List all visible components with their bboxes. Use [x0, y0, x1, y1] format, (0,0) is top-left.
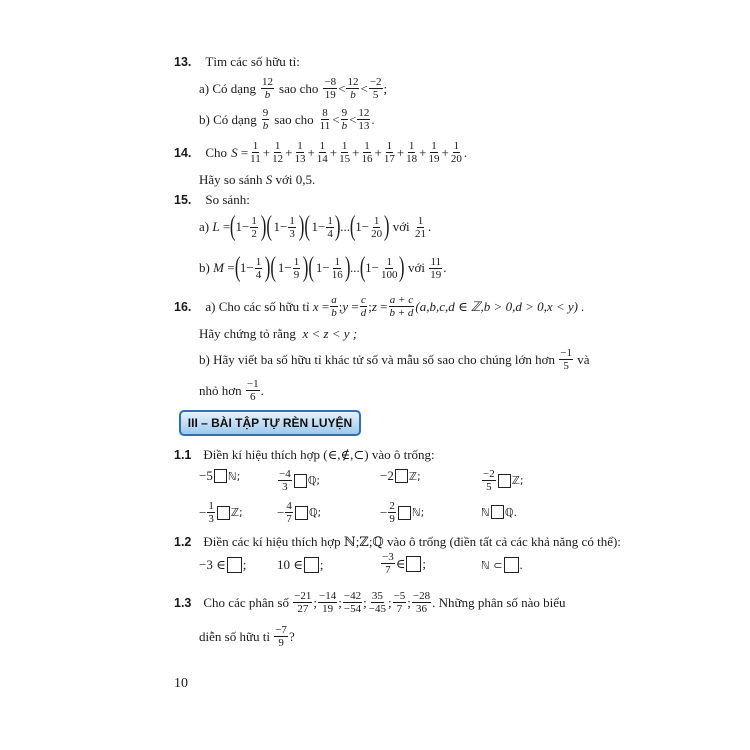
fraction: $\frac{-2}{5}$	[369, 76, 382, 101]
q14-line2-text: Hãy so sánh	[199, 172, 263, 187]
fraction: $\frac{12}{b}$	[347, 76, 359, 101]
e11-item-3: −2 ℤ;	[380, 468, 421, 483]
fraction: $\frac{1}{15}$	[339, 140, 351, 165]
q15-a-label: a)	[199, 219, 210, 234]
q16-line4: nhỏ hơn $\frac{-1}{6}$ .	[199, 378, 264, 403]
e12-item-1: −3 ∈ ;	[199, 557, 247, 572]
fraction: $\frac{1}{11}$	[250, 140, 261, 165]
answer-box[interactable]	[491, 505, 504, 519]
q13-a-label: a) Có dạng	[199, 80, 257, 96]
answer-box[interactable]	[398, 506, 411, 520]
answer-box[interactable]	[504, 557, 519, 573]
q16-a-text: a) Cho các số hữu tỉ	[205, 298, 310, 314]
q15-a: a) L = ( 1− $\frac{1}{2}$ )( 1− $\frac{1}{3}$ )( 1− $\frac{1}{4}$ ) ... ( 1− $\frac{1}{20}$ ) với $\frac{1}{21}$ .	[199, 211, 432, 242]
q13-b: b) Có dạng $\frac{9}{b}$ sao cho $\frac{8}{11}$ < $\frac{9}{b}$ < $\frac{12}{13}$ .	[199, 107, 375, 132]
answer-box[interactable]	[295, 506, 308, 520]
fraction: $\frac{12}{13}$	[358, 107, 370, 132]
q14-cho: Cho	[205, 144, 228, 160]
q13-number: 13.	[174, 55, 192, 69]
q13-a-mid: sao cho	[279, 80, 319, 96]
q16-number: 16.	[174, 299, 192, 314]
e13-tail: . Những phân số nào biểu	[432, 594, 566, 610]
q14-line2	[199, 172, 315, 188]
e12-number: 1.2	[174, 535, 192, 549]
answer-box[interactable]	[304, 557, 319, 573]
e11-item-4: $\frac{-2}{5}$ ℤ;	[483, 468, 524, 493]
fraction: $\frac{1}{20}$	[450, 140, 462, 165]
fraction: $\frac{9}{b}$	[341, 107, 348, 132]
q16-b-text: b) Hãy viết ba số hữu tỉ khác tử số và mẫu số sao cho chúng lớn hơn	[199, 351, 556, 367]
fraction: $\frac{1}{18}$	[406, 140, 418, 165]
answer-box[interactable]	[217, 506, 230, 520]
q13-b-label: b) Có dạng	[199, 111, 257, 127]
q15-number: 15.	[174, 193, 192, 207]
answer-box[interactable]	[214, 469, 227, 483]
q14-number: 14.	[174, 145, 192, 160]
q16-line2	[199, 326, 357, 342]
e12-text: Điền các kí hiệu thích hợp ℕ;ℤ;ℚ vào ô trống (điền tất cả các khả năng có thể):	[203, 534, 621, 549]
e13-line2: diễn số hữu tỉ $\frac{-7}{9}$ ?	[199, 624, 295, 649]
q15-b-voi: với	[408, 260, 426, 275]
e11-item-7: − $\frac{2}{9}$ ℕ;	[380, 500, 425, 525]
q15-a-voi: với	[392, 219, 410, 234]
answer-box[interactable]	[498, 474, 511, 488]
q14-s2: S	[265, 172, 273, 187]
q13-a: a) Có dạng $\frac{12}{b}$ sao cho $\frac{-8}{19}$ < $\frac{12}{b}$ < $\frac{-2}{5}$ ;	[199, 76, 388, 101]
e11-item-8: ℕ ℚ.	[481, 505, 517, 519]
e11-text: Điền kí hiệu thích hợp (∈,∉,⊂) vào ô trống:	[203, 447, 435, 462]
fraction: $\frac{1}{17}$	[383, 140, 395, 165]
section-header	[179, 410, 361, 436]
e12-item-3: $\frac{-3}{7}$ ∈ ;	[382, 551, 426, 576]
answer-box[interactable]	[406, 556, 421, 572]
fraction: $\frac{1}{14}$	[316, 140, 328, 165]
fraction: $\frac{12}{b}$	[262, 76, 274, 101]
q15-stem	[174, 192, 250, 208]
e13-line2-text: diễn số hữu tỉ	[199, 628, 270, 644]
q16-a-cond: (a,b,c,d ∈ ℤ,b > 0,d > 0,x < y) .	[415, 298, 585, 314]
q14-sum: 14. Cho S = $\frac{1}{11}$ + $\frac{1}{12}$ + $\frac{1}{13}$ + $\frac{1}{14}$ + $\frac{1}{15}$ + $\frac{1}{16}$ + $\frac{1}{17}$ + $\frac{1}{18}$ + $\frac{1}{19}$ + $\frac{1}{20}$ .	[174, 140, 468, 165]
fraction: $\frac{1}{13}$	[294, 140, 306, 165]
fraction: $\frac{1}{16}$	[361, 140, 373, 165]
e12-item-4: ℕ ⊂ .	[481, 557, 523, 572]
e12-stem	[174, 534, 621, 550]
e11-item-1: −5 ℕ;	[199, 468, 241, 483]
q16-line2-text: Hãy chứng tỏ rằng	[199, 326, 296, 341]
q13-text: Tìm các số hữu tỉ:	[205, 54, 300, 69]
e11-item-5: − $\frac{1}{3}$ ℤ;	[199, 500, 243, 525]
q16-line4-text: nhỏ hơn	[199, 382, 242, 398]
q16-line2-math: x < z < y ;	[302, 326, 358, 341]
q13-stem	[174, 54, 300, 70]
q15-b-label: b)	[199, 260, 210, 275]
q15-b: b) M = ( 1− $\frac{1}{4}$ )( 1− $\frac{1}{9}$ )( 1− $\frac{1}{16}$ ) ... ( 1− $\frac{1}{100}$ ) với $\frac{11}{19}$ .	[199, 252, 447, 283]
q14-s: S	[231, 144, 238, 160]
answer-box[interactable]	[227, 557, 242, 573]
q16-a: 16. a) Cho các số hữu tỉ x = $\frac{a}{b}$ ; y = $\frac{c}{d}$ ; z = $\frac{a + c}{b + d}$ (a,b,c,d ∈ ℤ,b > 0,d > 0,x < y) .	[174, 294, 585, 319]
e11-item-2: $\frac{-4}{3}$ ℚ;	[279, 468, 321, 493]
page-number: 10	[174, 676, 188, 691]
e13-stem: 1.3 Cho các phân số $\frac{-21}{27}$ ; $\frac{-14}{19}$ ; $\frac{-42}{-54}$ ; $\frac{35}{-45}$ ; $\frac{-5}{7}$ ; $\frac{-28}{36}$ . Những phân số nào biểu	[174, 590, 566, 615]
fraction: $\frac{1}{12}$	[272, 140, 284, 165]
e11-number: 1.1	[174, 448, 192, 462]
e12-item-2: 10 ∈ ;	[277, 557, 324, 572]
section-title: III – BÀI TẬP TỰ RÈN LUYỆN	[187, 416, 353, 430]
e13-number: 1.3	[174, 595, 192, 610]
e13-text: Cho các phân số	[203, 594, 289, 610]
q14-line2-end: với 0,5.	[275, 172, 316, 187]
fraction: $\frac{1}{19}$	[428, 140, 440, 165]
q13-b-mid: sao cho	[274, 111, 314, 127]
answer-box[interactable]	[395, 469, 408, 483]
e11-item-6: − $\frac{4}{7}$ ℚ;	[277, 500, 322, 525]
e11-stem	[174, 447, 435, 463]
q16-b-end: và	[577, 351, 590, 367]
fraction: $\frac{9}{b}$	[262, 107, 269, 132]
fraction: $\frac{-8}{19}$	[324, 76, 337, 101]
fraction: $\frac{8}{11}$	[319, 107, 331, 132]
q15-text: So sánh:	[205, 192, 250, 207]
q16-b: b) Hãy viết ba số hữu tỉ khác tử số và mẫu số sao cho chúng lớn hơn $\frac{-1}{5}$ và	[199, 347, 590, 372]
answer-box[interactable]	[294, 474, 307, 488]
